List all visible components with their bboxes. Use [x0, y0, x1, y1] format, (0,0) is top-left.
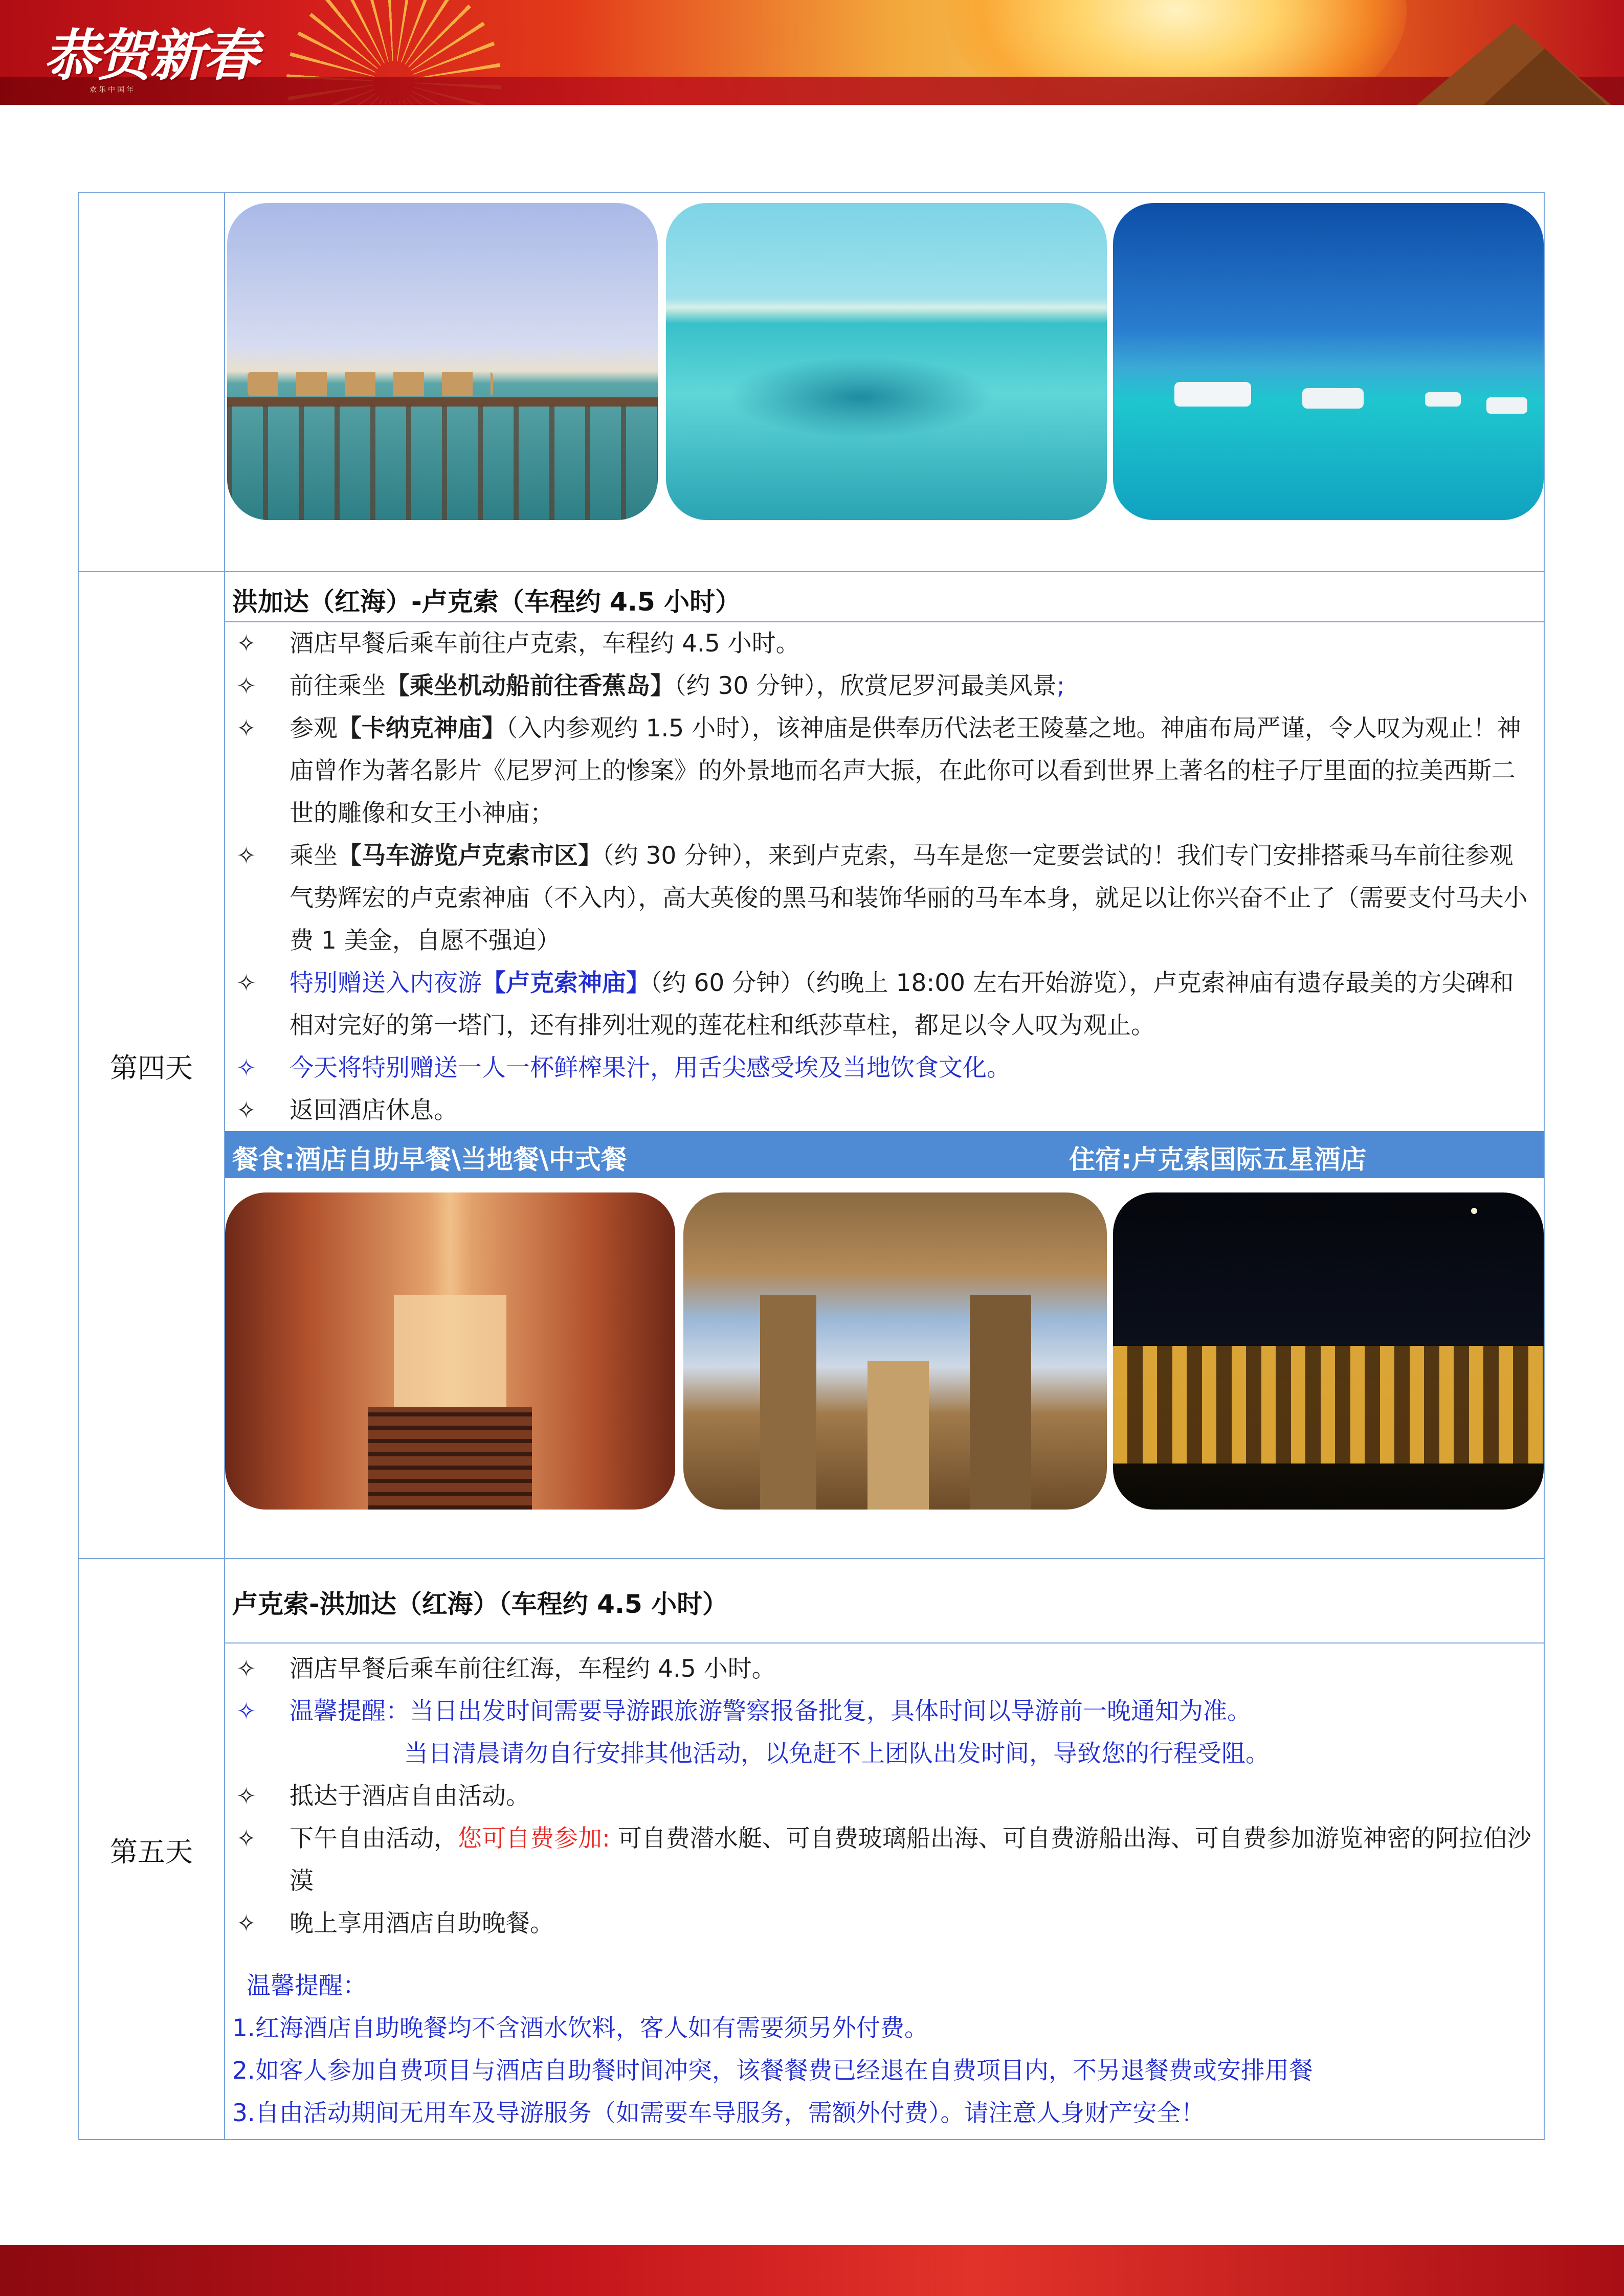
star-bullet-icon: ✧	[236, 1655, 256, 1682]
day4-title: 洪加达（红海）-卢克索（车程约 4.5 小时）	[232, 587, 741, 617]
pyramid-small-icon	[1483, 49, 1606, 105]
list-item: ✧ 参观【卡纳克神庙】（入内参观约 1.5 小时），该神庙是供奉历代法老王陵墓之地。神庙布局严谨，令人叹为观止！神庙曾作为著名影片《尼罗河上的惨案》的外景地而名声大振，在此你可以看到世界上著名的柱子厅里面的拉美西斯二世的雕像和女王小神庙；	[232, 707, 1534, 835]
star-bullet-icon: ✧	[236, 672, 256, 700]
photo-tomb-corridor	[225, 1192, 675, 1510]
star-bullet-icon: ✧	[236, 969, 256, 997]
row-divider	[79, 571, 1544, 572]
star-bullet-icon: ✧	[236, 714, 256, 742]
star-bullet-icon: ✧	[236, 1697, 256, 1725]
day4-itinerary-list	[232, 622, 1534, 1132]
list-item: ✧ 前往乘坐【乘坐机动船前往香蕉岛】（约 30 分钟），欣赏尼罗河最美风景;	[232, 665, 1534, 707]
star-bullet-icon: ✧	[236, 842, 256, 869]
notes-title: 温馨提醒：	[247, 1972, 367, 2000]
list-item: ✧ 今天将特别赠送一人一杯鲜榨果汁，用舌尖感受埃及当地饮食文化。	[232, 1047, 1534, 1089]
list-item: ✧ 抵达于酒店自由活动。	[232, 1775, 1534, 1817]
note-item: 2.如客人参加自费项目与酒店自助餐时间冲突，该餐餐费已经退在自费项目内，不另退餐费或安排用餐	[232, 2057, 1313, 2085]
list-item: ✧ 返回酒店休息。	[232, 1089, 1534, 1132]
day5-label: 第五天	[110, 1835, 193, 1868]
photo-red-sea-water	[666, 203, 1107, 520]
note-item: 3.自由活动期间无用车及导游服务（如需要车导服务，需额外付费）。请注意人身财产安全！	[232, 2099, 1205, 2127]
note-item: 1.红海酒店自助晚餐均不含酒水饮料，客人如有需要须另外付费。	[232, 2014, 928, 2042]
list-item: ✧ 温馨提醒：当日出发时间需要导游跟旅游警察报备批复，具体时间以导游前一晚通知为准。 当日清晨请勿自行安排其他活动，以免赶不上团队出发时间，导致您的行程受阻。	[232, 1690, 1534, 1775]
list-item: ✧ 乘坐【马车游览卢克索市区】（约 30 分钟），来到卢克索，马车是您一定要尝试的！我们专门安排搭乘马车前往参观气势辉宏的卢克索神庙（不入内），高大英俊的黑马和装饰华丽的马车本身，就足以让你兴奋不止了（需要支付马夫小费 1 美金，自愿不强迫）	[232, 835, 1534, 962]
day4-hotel: 住宿:卢克索国际五星酒店	[1069, 1145, 1367, 1175]
day5-notes	[232, 1965, 1534, 2134]
banner-logo-subtext: 欢乐中国年	[90, 86, 136, 94]
day4-meal-bar	[225, 1131, 1544, 1178]
banner-logo: 恭贺新春	[43, 24, 257, 88]
day5-itinerary-list	[232, 1648, 1534, 1945]
star-bullet-icon: ✧	[236, 1096, 256, 1124]
footer-bar	[0, 2245, 1624, 2296]
list-item: ✧ 下午自由活动，您可自费参加: 可自费潜水艇、可自费玻璃船出海、可自费游船出海、可自费参加游览神密的阿拉伯沙漠	[232, 1817, 1534, 1902]
title-divider	[225, 1642, 1544, 1644]
list-item: ✧ 晚上享用酒店自助晚餐。	[232, 1902, 1534, 1945]
day4-label: 第四天	[110, 1051, 193, 1084]
star-bullet-icon: ✧	[236, 629, 256, 657]
star-bullet-icon: ✧	[236, 1825, 256, 1852]
photo-boats	[1113, 203, 1544, 520]
star-bullet-icon: ✧	[236, 1782, 256, 1810]
photo-luxor-temple-night	[1113, 1192, 1544, 1510]
photo-karnak-columns	[683, 1192, 1107, 1510]
list-item: ✧ 酒店早餐后乘车前往红海，车程约 4.5 小时。	[232, 1648, 1534, 1690]
header-banner	[0, 0, 1624, 105]
star-bullet-icon: ✧	[236, 1054, 256, 1082]
day5-title: 卢克索-洪加达（红海）（车程约 4.5 小时）	[232, 1589, 728, 1619]
star-bullet-icon: ✧	[236, 1909, 256, 1937]
photo-pier	[227, 203, 658, 520]
day4-meals: 餐食:酒店自助早餐\当地餐\中式餐	[232, 1145, 627, 1175]
row-divider	[79, 1558, 1544, 1559]
list-item: ✧ 酒店早餐后乘车前往卢克索，车程约 4.5 小时。	[232, 622, 1534, 665]
list-item: ✧ 特别赠送入内夜游【卢克索神庙】（约 60 分钟）（约晚上 18:00 左右开始游览），卢克索神庙有遗存最美的方尖碑和相对完好的第一塔门，还有排列壮观的莲花柱和纸莎草柱，都足以令人叹为观止。	[232, 962, 1534, 1047]
itinerary-table	[78, 192, 1545, 2140]
